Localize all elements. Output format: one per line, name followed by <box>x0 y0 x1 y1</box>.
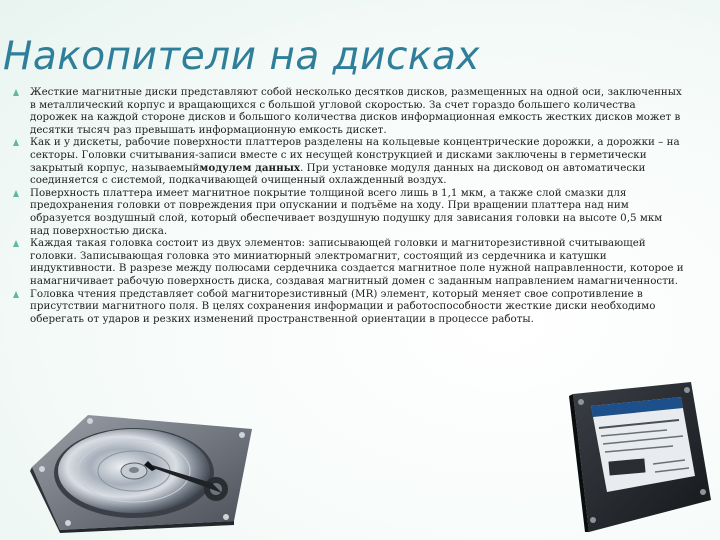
bullet-triangle-icon <box>13 190 19 197</box>
open-hard-drive-image <box>26 409 256 534</box>
bullet-item <box>12 288 684 326</box>
bullet-triangle-icon <box>13 240 19 247</box>
bullet-text: Головка чтения представляет собой магниторезистивный (MR) элемент, который меняет свое сопротивление в присутствии магнитного поля. В целях сохранения информации и работоспособности жесткие диски необходимо оберегать от ударов и резких изменений пространственной ориентации в процессе работы. <box>30 287 656 325</box>
bullet-item <box>12 86 684 136</box>
closed-hard-drive-image <box>563 380 713 532</box>
bullet-triangle-icon <box>13 89 19 96</box>
bullet-triangle-icon <box>13 291 19 298</box>
bullet-item <box>12 237 684 287</box>
slide-content <box>12 86 684 325</box>
bullet-item <box>12 136 684 186</box>
bullet-text: . При установке модуля данных на дисковод он автоматически соединяется с системой, подкачивающей очищенный охлажденный воздух. <box>30 161 646 187</box>
bullet-text: Поверхность платтера имеет магнитное покрытие толщиной всего лишь в 1,1 мкм, а также слой смазки для предохранения головки от повреждения при опускании и подъёме на ходу. При вращении платтера над ним образуется воздушный слой, который обеспечивает воздушную подушку для зависания головки на высоте 0,5 мкм над поверхностью диска. <box>30 186 663 237</box>
bullet-text: Каждая такая головка состоит из двух элементов: записывающей головки и магниторезистивной считывающей головки. Записывающая головка это миниатюрный электромагнит, состоящий из сердечника и катушки индуктивности. В разрезе между полюсами сердечника создается магнитное поле нужной направленности, которое и намагничивает рабочую поверхность диска, создавая магнитный домен с заданным направлением намагниченности. <box>30 237 684 287</box>
bullet-text: Жесткие магнитные диски представляют собой несколько десятков дисков, размещенных на одной оси, заключенных в металлический корпус и вращающихся с большой угловой скоростью. За счет гораздо большего количества дорожек на каждой стороне дисков и большого количества дисков информационная емкость жестких дисков может в десятки тысяч раз превышать информационную емкость дискет. <box>30 86 682 136</box>
bullet-text: Как и у дискеты, рабочие поверхности платтеров разделены на кольцевые концентрические дорожки, а дорожки – на секторы. Головки считывания-записи вместе с их несущей конструкцией и дисками заключены в герметически закрытый корпус, называемый <box>30 136 680 174</box>
bullet-item <box>12 187 684 237</box>
bullet-bold-term: модулем данных <box>199 161 301 174</box>
bullet-list <box>12 86 684 325</box>
slide-title: Накопители на дисках <box>3 34 480 79</box>
bullet-triangle-icon <box>13 139 19 146</box>
